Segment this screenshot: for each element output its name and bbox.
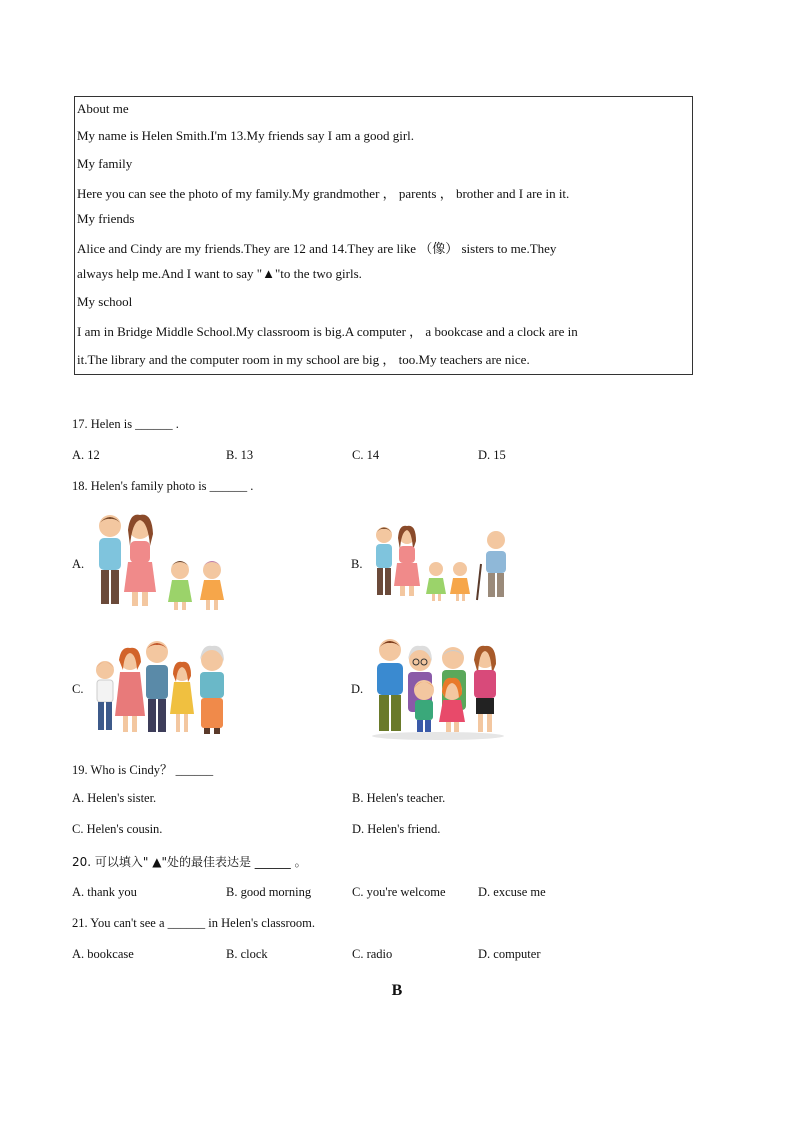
passage-line: My school xyxy=(77,294,133,309)
passage-line: My name is Helen Smith.I'm 13.My friends say I am a good girl. xyxy=(77,128,415,143)
q19-option-d[interactable]: D. Helen's friend. xyxy=(352,822,441,836)
q21-option-d[interactable]: D. computer xyxy=(478,947,541,961)
question-18-stem: 18. Helen's family photo is ______ . xyxy=(72,479,254,493)
question-19-stem: 19. Who is Cindy？ ______ xyxy=(72,763,214,777)
family-photo-a-icon[interactable] xyxy=(90,512,240,614)
passage-line: My family xyxy=(77,156,133,171)
q21-option-a[interactable]: A. bookcase xyxy=(72,947,134,961)
q20-option-b[interactable]: B. good morning xyxy=(226,885,312,899)
q19-option-b[interactable]: B. Helen's teacher. xyxy=(352,791,446,805)
family-photo-d-icon[interactable] xyxy=(368,636,508,740)
passage-line: My friends xyxy=(77,211,135,226)
passage-line: it.The library and the computer room in my school are big ， too.My teachers are nice. xyxy=(77,352,530,367)
q18-option-a-label[interactable]: A. xyxy=(72,557,85,571)
section-heading: B xyxy=(391,982,403,999)
q20-option-d[interactable]: D. excuse me xyxy=(478,885,546,899)
q19-option-a[interactable]: A. Helen's sister. xyxy=(72,791,157,805)
q18-option-c-label[interactable]: C. xyxy=(72,682,84,696)
q21-option-b[interactable]: B. clock xyxy=(226,947,268,961)
passage-line: I am in Bridge Middle School.My classroom is big.A computer ， a bookcase and a clock are in xyxy=(77,324,578,339)
q19-option-c[interactable]: C. Helen's cousin. xyxy=(72,822,163,836)
passage-line: About me xyxy=(77,101,129,116)
q18-option-b-label[interactable]: B. xyxy=(351,557,363,571)
question-20-stem: 20. 可以填入" ▲"处的最佳表达是 ______ 。 xyxy=(72,855,307,869)
passage-line: Here you can see the photo of my family.My grandmother ， parents ， brother and I are in it. xyxy=(77,186,570,201)
passage-line: Alice and Cindy are my friends.They are 12 and 14.They are like （像） sisters to me.They xyxy=(77,241,557,256)
question-17-stem: 17. Helen is ______ . xyxy=(72,417,179,431)
family-photo-b-icon[interactable] xyxy=(368,524,520,604)
q17-option-d[interactable]: D. 15 xyxy=(478,448,506,462)
q20-option-a[interactable]: A. thank you xyxy=(72,885,137,899)
q17-option-a[interactable]: A. 12 xyxy=(72,448,100,462)
q20-option-c[interactable]: C. you're welcome xyxy=(352,885,446,899)
q17-option-b[interactable]: B. 13 xyxy=(226,448,254,462)
q18-option-d-label[interactable]: D. xyxy=(351,682,364,696)
family-photo-c-icon[interactable] xyxy=(90,638,235,738)
q17-option-c[interactable]: C. 14 xyxy=(352,448,380,462)
q21-option-c[interactable]: C. radio xyxy=(352,947,393,961)
passage-box xyxy=(74,96,693,375)
passage-line: always help me.And I want to say "▲"to the two girls. xyxy=(77,266,362,281)
question-21-stem: 21. You can't see a ______ in Helen's classroom. xyxy=(72,916,316,930)
